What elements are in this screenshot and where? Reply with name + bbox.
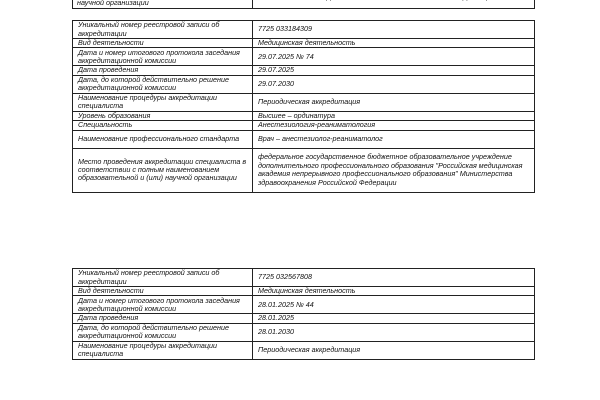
activity-type-label: Вид деятельности <box>73 287 253 296</box>
table-row <box>73 48 535 66</box>
specialty-label: Специальность <box>73 121 253 130</box>
table-row <box>73 341 535 359</box>
unique-number-label: Уникальный номер реестровой записи об аккредитации <box>73 269 253 287</box>
prof-standard-value: Врач – анестезиолог-реаниматолог <box>253 130 535 148</box>
table-row <box>73 287 535 296</box>
activity-type-value: Медицинская деятельность <box>253 39 535 48</box>
date-held-label: Дата проведения <box>73 314 253 323</box>
valid-until-label: Дата, до которой действительно решение аккредитационной комиссии <box>73 323 253 341</box>
date-held-value: 28.01.2025 <box>253 314 535 323</box>
table-row <box>73 269 535 287</box>
unique-number-value: 7725 033184309 <box>253 21 535 39</box>
accreditation-record-2 <box>72 268 535 360</box>
row-label: научной организации <box>77 0 149 7</box>
protocol-value: 29.07.2025 № 74 <box>253 48 535 66</box>
specialty-value: Анестезиология-реаниматология <box>253 121 535 130</box>
valid-until-label: Дата, до которой действительно решение аккредитационной комиссии <box>73 75 253 93</box>
protocol-label: Дата и номер итогового протокола заседания аккредитационной комиссии <box>73 48 253 66</box>
activity-type-label: Вид деятельности <box>73 39 253 48</box>
table-row <box>73 323 535 341</box>
procedure-value: Периодическая аккредитация <box>253 341 535 359</box>
valid-until-value: 28.01.2030 <box>253 323 535 341</box>
previous-record-tail <box>72 0 528 9</box>
table-row <box>73 148 535 192</box>
procedure-label: Наименование процедуры аккредитации специалиста <box>73 93 253 111</box>
unique-number-label: Уникальный номер реестровой записи об аккредитации <box>73 21 253 39</box>
accreditation-record-1 <box>72 20 535 193</box>
table-row <box>73 130 535 148</box>
table-row <box>73 21 535 39</box>
valid-until-value: 29.07.2030 <box>253 75 535 93</box>
table-row <box>73 66 535 75</box>
education-level-label: Уровень образования <box>73 111 253 120</box>
table-row <box>73 121 535 130</box>
activity-type-value: Медицинская деятельность <box>253 287 535 296</box>
row-value <box>260 0 498 1</box>
table-row <box>73 314 535 323</box>
procedure-label: Наименование процедуры аккредитации специалиста <box>73 341 253 359</box>
table-row <box>73 75 535 93</box>
table-row <box>73 93 535 111</box>
education-level-value: Высшее – ординатура <box>253 111 535 120</box>
procedure-value: Периодическая аккредитация <box>253 93 535 111</box>
protocol-label: Дата и номер итогового протокола заседания аккредитационной комиссии <box>73 296 253 314</box>
prof-standard-label: Наименование профессионального стандарта <box>73 130 253 148</box>
venue-label: Место проведения аккредитации специалиста в соответствии с полным наименованием образовательной и (или) научной организации <box>73 148 253 192</box>
unique-number-value: 7725 032567808 <box>253 269 535 287</box>
table-row <box>73 296 535 314</box>
table-row <box>73 39 535 48</box>
protocol-value: 28.01.2025 № 44 <box>253 296 535 314</box>
venue-value: федеральное государственное бюджетное образовательное учреждение дополнительного профессионального образования "Российская медицинская академия непрерывного профессионального образования" Министерства здравоохранения Российской Федерации <box>253 148 535 192</box>
date-held-value: 29.07.2025 <box>253 66 535 75</box>
date-held-label: Дата проведения <box>73 66 253 75</box>
